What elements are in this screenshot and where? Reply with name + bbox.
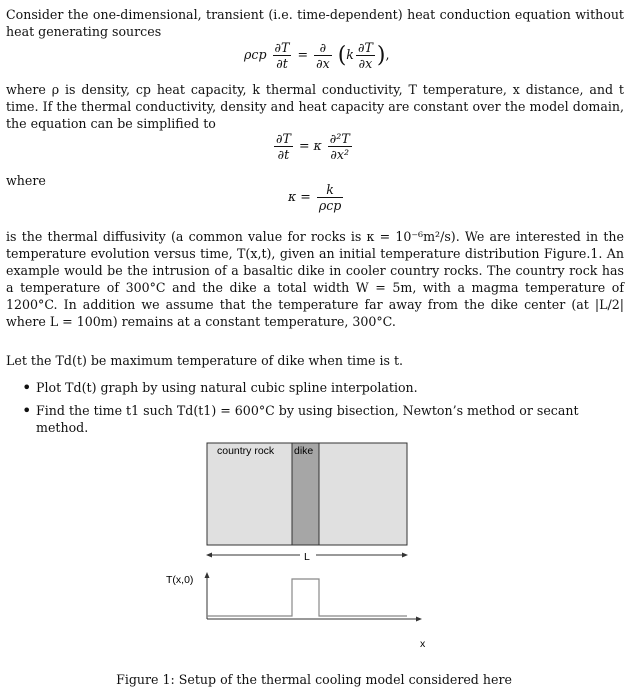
dike-label: dike (294, 445, 314, 457)
task-list (22, 379, 622, 442)
list-item: • Find the time t1 such Td(t1) = 600°C by using bisection, Newton’s method or secant method. (22, 402, 622, 436)
where-text: where (6, 173, 46, 188)
diffusivity-paragraph: is the thermal diffusivity (a common value for rocks is κ = 10⁻⁶m²/s). We are interested in the temperature evolution versus time, T(x,t), given an initial temperature distribution Figure.1. An example would be the intrusion of a basaltic dike in cooler country rocks. The country rock has a temperature of 300°C and the dike a total width W = 5m, with a magma temperature of 1200°C. In addition we assume that the temperature far away from the dike center (at |L/2| where L = 100m) remains at a constant temperature, 300°C. (6, 229, 624, 329)
x-axis-arrow-icon (416, 617, 422, 622)
figure-caption: Figure 1: Setup of the thermal cooling model considered here (116, 672, 512, 687)
eq1-k: k (346, 47, 354, 62)
eq1-ddx: $\frac{\partial}{\partial x}$ (316, 40, 330, 71)
T-axis-arrow-icon (205, 572, 210, 578)
heat-equation: ρcp $\frac{\partial T}{\partial t}$ = $\frac{\partial}{\partial x}$ (k $\frac{\partial T}{\partial x}$ ), (244, 40, 390, 71)
x-axis-label: x (420, 638, 426, 650)
simplified-equation: $\frac{\partial T}{\partial t}$ = κ $\frac{\text{∂²T}}{\text{∂x²}}$ (276, 131, 350, 162)
setup-figure (0, 438, 628, 668)
arrow-right-icon (402, 553, 408, 558)
dike-block (292, 443, 319, 545)
variables-paragraph: where ρ is density, cp heat capacity, k thermal conductivity, T temperature, x distance, and t time. If the thermal conductivity, density and heat capacity are constant over the model domain, the equation can be simplified to (6, 82, 624, 131)
country-rock-right (319, 443, 407, 545)
eq1-dTdt: $\frac{\partial T}{\partial t}$ (274, 40, 290, 71)
initial-temperature-profile (207, 579, 407, 616)
intro-paragraph: Consider the one-dimensional, transient (i.e. time-dependent) heat conduction equation without heat generating sources (6, 7, 624, 39)
eq1-rho-cp: ρcp (244, 47, 267, 62)
arrow-left-icon (206, 553, 212, 558)
L-label: L (304, 551, 310, 563)
eq1-dTdx: $\frac{\partial T}{\partial x}$ (357, 40, 373, 71)
task-intro: Let the Td(t) be maximum temperature of dike when time is t. (6, 353, 404, 368)
country-rock-label: country rock (217, 445, 275, 457)
list-item: • Plot Td(t) graph by using natural cubic spline interpolation. (22, 379, 622, 396)
country-rock-left (207, 443, 292, 545)
diffusivity-equation: κ = $\frac{k}{\text{ρcp}}$ (288, 182, 342, 213)
T-axis-label: T(x,0) (166, 574, 194, 586)
